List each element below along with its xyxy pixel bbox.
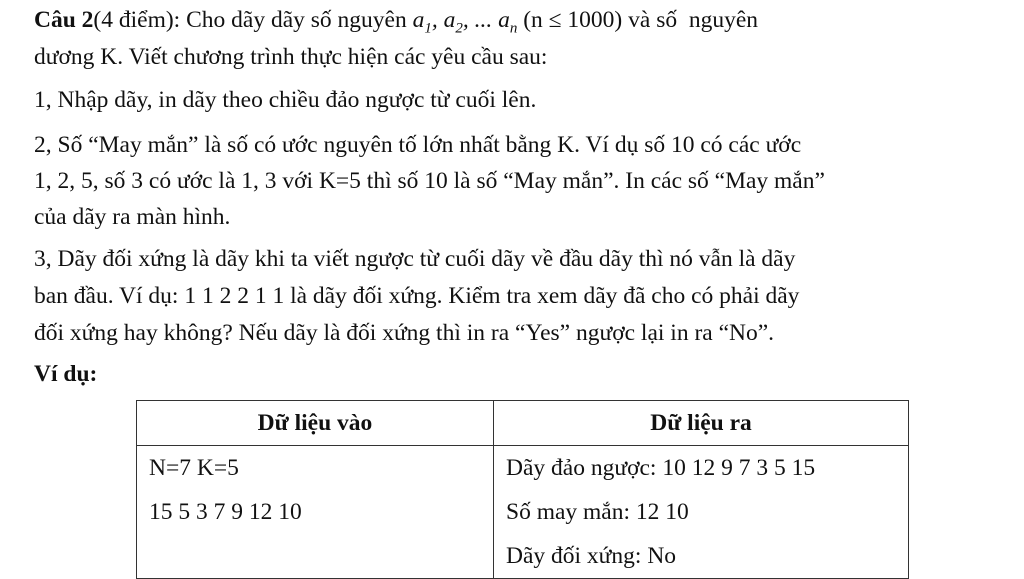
- sequence-notation: $a_1$, $a_2$, ... $a_n$: [412, 7, 518, 37]
- input-line: 15 5 3 7 9 12 10: [149, 499, 302, 525]
- line-1-end: và số nguyên: [628, 7, 759, 33]
- output-line: Số may mắn: 12 10: [506, 499, 689, 525]
- requirement-3-line-1: 3, Dãy đối xứng là dãy khi ta viết ngược từ cuối dãy về đầu dãy thì nó vẫn là dãy: [34, 246, 796, 272]
- requirement-2-line-2: 1, 2, 5, số 3 có ước là 1, 3 với K=5 thì số 10 là số “May mắn”. In các số “May mắn”: [34, 168, 825, 194]
- question-intro: (4 điểm): Cho dãy dãy số nguyên: [93, 7, 407, 33]
- output-line: Dãy đảo ngược: 10 12 9 7 3 5 15: [506, 455, 816, 481]
- input-line: N=7 K=5: [149, 455, 239, 481]
- problem-line-1: [34, 5, 758, 35]
- requirement-3-line-2: ban đầu. Ví dụ: 1 1 2 2 1 1 là dãy đối xứng. Kiểm tra xem dãy đã cho có phải dãy: [34, 283, 800, 309]
- requirement-3-line-3: đối xứng hay không? Nếu dãy là đối xứng thì in ra “Yes” ngược lại in ra “No”.: [34, 320, 775, 346]
- requirement-2-line-3: của dãy ra màn hình.: [34, 204, 231, 230]
- table-header-row: [137, 401, 909, 446]
- example-label: Ví dụ:: [34, 361, 98, 387]
- header-input: Dữ liệu vào: [137, 401, 494, 446]
- question-number: Câu 2: [34, 7, 94, 33]
- table-row: [137, 446, 909, 579]
- size-constraint: (n ≤ 1000): [523, 7, 623, 33]
- problem-line-2: dương K. Viết chương trình thực hiện các yêu cầu sau:: [34, 44, 548, 70]
- example-table: [136, 400, 909, 579]
- header-output: Dữ liệu ra: [494, 401, 909, 446]
- output-line: Dãy đối xứng: No: [506, 543, 677, 569]
- input-cell: [137, 446, 494, 579]
- requirement-2-line-1: 2, Số “May mắn” là số có ước nguyên tố lớn nhất bằng K. Ví dụ số 10 có các ước: [34, 132, 802, 158]
- output-cell: [494, 446, 909, 579]
- requirement-1: 1, Nhập dãy, in dãy theo chiều đảo ngược từ cuối lên.: [34, 87, 537, 113]
